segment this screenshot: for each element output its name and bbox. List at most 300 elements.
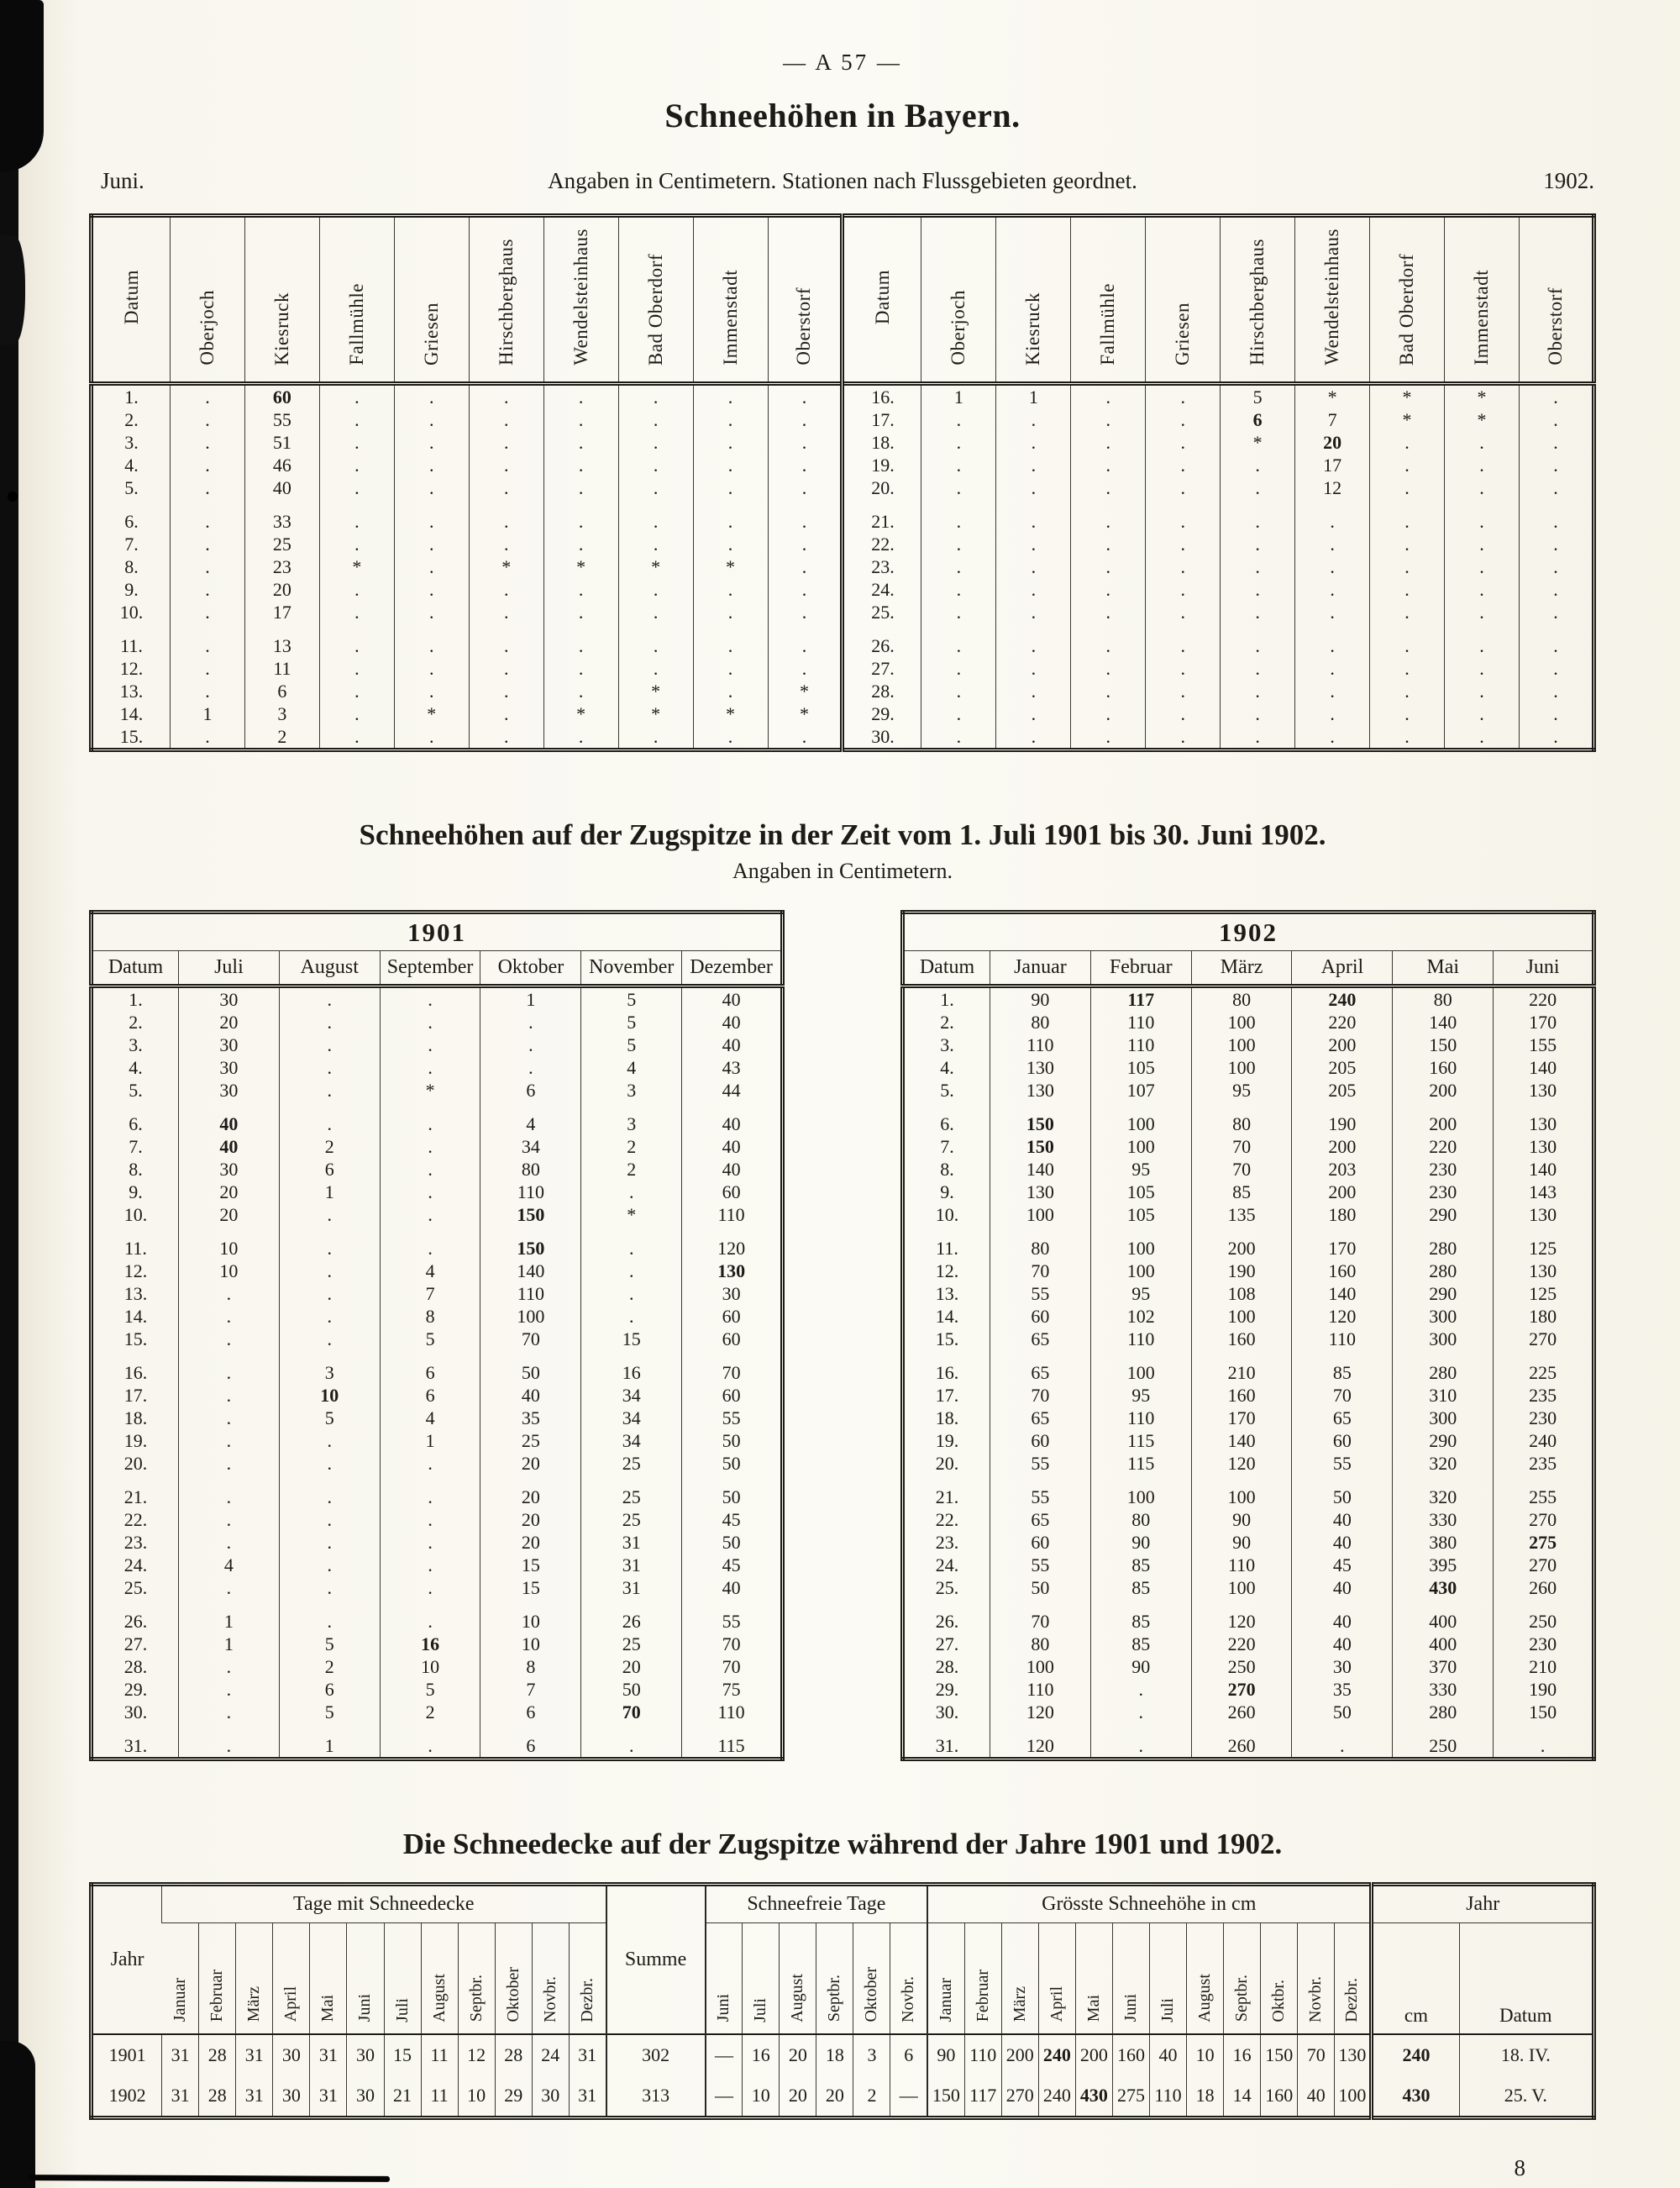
table-cell: 90 — [990, 986, 1091, 1012]
table-cell: 80 — [1191, 1102, 1292, 1135]
table-cell: 80 — [1191, 986, 1292, 1012]
table-cell: . — [319, 578, 394, 601]
table-cell: 40 — [244, 476, 319, 499]
table-cell: . — [380, 1452, 480, 1475]
table-cell: . — [179, 1429, 280, 1452]
table-cell: . — [768, 533, 843, 555]
table-row — [92, 1282, 783, 1305]
table-cell: 70 — [682, 1655, 783, 1678]
table-cell: . — [996, 431, 1071, 454]
table-row — [92, 1203, 783, 1226]
table-row — [903, 1701, 1594, 1723]
table-cell: 20 — [480, 1452, 581, 1475]
table-cell: 40 — [1298, 2075, 1335, 2118]
table-cell: . — [618, 384, 693, 409]
table-cell: 115 — [1090, 1429, 1191, 1452]
table-cell: 31 — [581, 1531, 682, 1554]
table-cell: . — [394, 454, 469, 476]
table-cell: . — [1370, 702, 1445, 725]
table-row — [92, 1056, 783, 1079]
table-cell: 430 — [1393, 1576, 1494, 1599]
table-cell: . — [1221, 499, 1295, 533]
table-cell: * — [1295, 384, 1370, 409]
table-cell: 40 — [682, 1011, 783, 1034]
table-cell: . — [171, 578, 245, 601]
table-cell: 210 — [1494, 1655, 1594, 1678]
table-cell: 240 — [1372, 2034, 1459, 2075]
table-cell: . — [921, 454, 996, 476]
table-cell: 20 — [480, 1508, 581, 1531]
table-cell: 40 — [682, 986, 783, 1012]
table-cell: 150 — [1261, 2034, 1298, 2075]
column-header: Dezember — [682, 951, 783, 986]
table-cell: 200 — [1001, 2034, 1038, 2075]
table-cell: . — [1071, 555, 1146, 578]
column-header: Bad Oberdorf — [1370, 216, 1445, 384]
table-cell: 24. — [123, 1554, 148, 1575]
table-cell: 20 — [480, 1531, 581, 1554]
table-cell: 16. — [935, 1362, 959, 1383]
table-row — [903, 1260, 1594, 1282]
table-cell: . — [996, 601, 1071, 623]
column-header: Jahr — [110, 1948, 144, 1970]
table-cell: . — [179, 1305, 280, 1328]
table-cell: . — [996, 476, 1071, 499]
year-header: 1901 — [407, 917, 466, 947]
table-cell: 65 — [990, 1407, 1091, 1429]
table-cell: 100 — [1090, 1350, 1191, 1384]
table-cell: . — [279, 1429, 380, 1452]
month-label: Juni. — [101, 168, 144, 193]
column-header: Januar — [927, 1923, 964, 2034]
table-row — [92, 533, 1594, 555]
table-cell: . — [543, 623, 618, 657]
table-cell: 220 — [1191, 1633, 1292, 1655]
table-cell: 70 — [1298, 2034, 1335, 2075]
table-cell: 30 — [179, 1158, 280, 1181]
table-cell: 1902 — [108, 2084, 146, 2106]
table-cell: 85 — [1090, 1599, 1191, 1633]
table-cell: 80 — [480, 1158, 581, 1181]
page-content — [89, 0, 1596, 2181]
table-cell: . — [1146, 725, 1221, 750]
table-cell: 120 — [682, 1226, 783, 1260]
table-cell: . — [1071, 384, 1146, 409]
table-cell: 280 — [1393, 1226, 1494, 1260]
table-cell: 43 — [682, 1056, 783, 1079]
table-cell: 102 — [1090, 1305, 1191, 1328]
table-cell: 100 — [1191, 1305, 1292, 1328]
table-row — [92, 725, 1594, 750]
table-cell: . — [380, 1475, 480, 1508]
table-cell: . — [319, 680, 394, 702]
table-cell: 275 — [1494, 1531, 1594, 1554]
table-cell: * — [1221, 431, 1295, 454]
table-cell: 3 — [581, 1102, 682, 1135]
table-row — [903, 1678, 1594, 1701]
column-header: Kiesruck — [244, 216, 319, 384]
table-cell: 65 — [990, 1350, 1091, 1384]
table-cell: 14. — [123, 1306, 148, 1327]
table-cell: * — [1370, 408, 1445, 431]
table-cell: 110 — [1090, 1328, 1191, 1350]
table-row — [903, 1576, 1594, 1599]
table-row — [92, 1531, 783, 1554]
table-row — [903, 1384, 1594, 1407]
table-cell: 290 — [1393, 1203, 1494, 1226]
table-cell: 13. — [119, 681, 144, 702]
table-cell: 70 — [990, 1384, 1091, 1407]
table-cell: 10. — [935, 1204, 959, 1225]
column-header: Wendelsteinhaus — [1295, 216, 1370, 384]
table-cell: 25 — [581, 1508, 682, 1531]
table-cell: 55 — [682, 1407, 783, 1429]
table-cell: . — [543, 431, 618, 454]
table-cell: . — [1445, 657, 1520, 680]
table-cell: 4. — [940, 1057, 954, 1078]
column-header: Oktober — [480, 951, 581, 986]
table-cell: 60 — [990, 1531, 1091, 1554]
table-cell: 150 — [927, 2075, 964, 2118]
table-cell: 18 — [1187, 2075, 1224, 2118]
table-cell: 125 — [1494, 1282, 1594, 1305]
column-header: Januar — [170, 1978, 189, 2022]
table-cell: . — [1146, 601, 1221, 623]
table-cell: 3 — [279, 1350, 380, 1384]
table-cell: * — [618, 702, 693, 725]
table-cell: 80 — [990, 1633, 1091, 1655]
table-cell: . — [1295, 702, 1370, 725]
table-cell: 11 — [421, 2034, 458, 2075]
table-cell: 12. — [119, 658, 144, 679]
table-cell: 400 — [1393, 1633, 1494, 1655]
table-cell: 115 — [1090, 1452, 1191, 1475]
table-cell: 240 — [1292, 986, 1393, 1012]
table-cell: . — [1445, 702, 1520, 725]
column-header: Griesen — [1146, 216, 1221, 384]
table-cell: . — [1519, 680, 1593, 702]
group-header: Schneefreie Tage — [706, 1885, 927, 1923]
table-row — [92, 431, 1594, 454]
table-cell: . — [921, 601, 996, 623]
table-cell: 50 — [682, 1475, 783, 1508]
table-cell: . — [319, 454, 394, 476]
table-cell: 105 — [1090, 1181, 1191, 1203]
table-cell: 302 — [606, 2034, 706, 2075]
table-cell: 19. — [843, 454, 921, 476]
table-cell: . — [380, 1508, 480, 1531]
page-head: — A 57 — — [783, 50, 902, 75]
table-cell: . — [380, 1599, 480, 1633]
table-cell: . — [1519, 623, 1593, 657]
table-cell: * — [693, 555, 768, 578]
table-cell: . — [543, 454, 618, 476]
table-cell: . — [279, 1203, 380, 1226]
table-row — [903, 1633, 1594, 1655]
table-cell: . — [921, 499, 996, 533]
table-cell: 220 — [1393, 1135, 1494, 1158]
table-cell: 6 — [279, 1678, 380, 1701]
column-header: Datum — [903, 951, 990, 986]
table-cell: 31 — [581, 1576, 682, 1599]
column-header: Januar — [990, 951, 1091, 986]
table-cell: * — [1445, 408, 1520, 431]
table-cell: 2. — [124, 409, 139, 430]
table-cell: 13. — [935, 1283, 959, 1304]
table-cell: * — [581, 1203, 682, 1226]
table-cell: 200 — [1292, 1034, 1393, 1056]
table-cell: 313 — [606, 2075, 706, 2118]
table-cell: . — [1445, 578, 1520, 601]
table-cell: . — [380, 986, 480, 1012]
table-cell: . — [618, 408, 693, 431]
table-cell: 3 — [244, 702, 319, 725]
table-cell: 8. — [129, 1159, 143, 1180]
table-cell: 1 — [279, 1181, 380, 1203]
column-header: Septbr. — [458, 1923, 495, 2034]
table-cell: . — [1295, 499, 1370, 533]
table-row — [903, 1350, 1594, 1384]
table-cell: . — [469, 657, 543, 680]
table-cell: . — [171, 533, 245, 555]
table-cell: . — [1295, 725, 1370, 750]
table-cell: . — [1295, 680, 1370, 702]
table-cell: 30 — [179, 1056, 280, 1079]
table-cell: 55 — [682, 1599, 783, 1633]
table-cell: . — [543, 476, 618, 499]
table-cell: . — [319, 702, 394, 725]
table-cell: 143 — [1494, 1181, 1594, 1203]
table-cell: 24 — [532, 2034, 569, 2075]
table-cell: . — [768, 725, 843, 750]
table-cell: . — [179, 1328, 280, 1350]
table-cell: . — [921, 657, 996, 680]
table-row — [903, 1181, 1594, 1203]
table-cell: . — [1071, 476, 1146, 499]
table-cell: . — [469, 680, 543, 702]
table-cell: 51 — [244, 431, 319, 454]
table-row — [903, 1079, 1594, 1102]
table-cell: . — [1071, 578, 1146, 601]
table-cell: 31 — [162, 2075, 199, 2118]
table-cell: . — [921, 578, 996, 601]
table-cell: 250 — [1494, 1599, 1594, 1633]
table-cell: 21. — [123, 1486, 148, 1507]
table-cell: 4 — [380, 1260, 480, 1282]
table-cell: * — [543, 555, 618, 578]
column-header: Datum — [843, 216, 921, 384]
year-label: 1902. — [1543, 168, 1594, 193]
column-header: Datum — [92, 951, 179, 986]
table-cell: . — [581, 1305, 682, 1328]
table-cell: 90 — [1090, 1531, 1191, 1554]
table-cell: . — [380, 1135, 480, 1158]
table-cell: 10 — [743, 2075, 780, 2118]
table-cell: . — [171, 680, 245, 702]
table-cell: 4 — [581, 1056, 682, 1079]
table-cell: 18 — [816, 2034, 853, 2075]
table-cell: 22. — [935, 1509, 959, 1530]
column-header: Oktbr. — [1261, 1923, 1298, 2034]
table-cell: 2. — [940, 1012, 954, 1033]
table-cell: 320 — [1393, 1452, 1494, 1475]
table-cell: 130 — [682, 1260, 783, 1282]
table-cell: . — [768, 476, 843, 499]
table-cell: 4. — [124, 455, 139, 476]
table-cell: 430 — [1075, 2075, 1112, 2118]
table-cell: 15 — [581, 1328, 682, 1350]
table-cell: 19. — [123, 1430, 148, 1451]
table-cell: 120 — [990, 1701, 1091, 1723]
table-cell: . — [768, 499, 843, 533]
table-cell: . — [380, 1102, 480, 1135]
table-cell: 370 — [1393, 1655, 1494, 1678]
column-header: Hirschberghaus — [469, 216, 543, 384]
table-row — [903, 1452, 1594, 1475]
column-header: Mai — [1075, 1923, 1112, 2034]
table-cell: 200 — [1393, 1102, 1494, 1135]
table-cell: 160 — [1112, 2034, 1149, 2075]
table-cell: 120 — [990, 1723, 1091, 1759]
table-cell: 70 — [581, 1701, 682, 1723]
table-cell: 320 — [1393, 1475, 1494, 1508]
table-cell: 25. — [123, 1577, 148, 1598]
table-cell: 70 — [990, 1260, 1091, 1282]
table-cell: . — [693, 384, 768, 409]
table-cell: * — [543, 702, 618, 725]
table-cell: 270 — [1494, 1508, 1594, 1531]
table-cell: 260 — [1191, 1701, 1292, 1723]
column-header: Septbr. — [1224, 1923, 1261, 2034]
column-header: August — [780, 1923, 816, 2034]
table-cell: 28. — [935, 1656, 959, 1677]
table-cell: . — [319, 725, 394, 750]
table-cell: 80 — [1393, 986, 1494, 1012]
table-cell: . — [469, 702, 543, 725]
table-cell: 29. — [935, 1679, 959, 1700]
table-cell: 110 — [1292, 1328, 1393, 1350]
table-cell: 7 — [380, 1282, 480, 1305]
table-row — [92, 499, 1594, 533]
table-cell: 60 — [682, 1181, 783, 1203]
table-cell: — — [706, 2034, 743, 2075]
table-cell: 85 — [1090, 1633, 1191, 1655]
table-cell: . — [921, 476, 996, 499]
table-cell: 280 — [1393, 1350, 1494, 1384]
table-cell: 395 — [1393, 1554, 1494, 1576]
table-cell: . — [319, 601, 394, 623]
table-cell: 110 — [1090, 1407, 1191, 1429]
column-header: Juli — [743, 1923, 780, 2034]
table-cell: 100 — [1191, 1475, 1292, 1508]
table-cell: . — [1519, 725, 1593, 750]
table-cell: 4 — [380, 1407, 480, 1429]
table-cell: . — [618, 657, 693, 680]
table-cell: . — [618, 476, 693, 499]
table-cell: . — [1370, 623, 1445, 657]
table-cell: . — [996, 555, 1071, 578]
table-cell: . — [921, 555, 996, 578]
table-cell: . — [179, 1384, 280, 1407]
table-cell: 46 — [244, 454, 319, 476]
column-header: Februar — [964, 1923, 1001, 2034]
table-cell: . — [1221, 555, 1295, 578]
table-cell: . — [380, 1203, 480, 1226]
table-cell: 150 — [1393, 1034, 1494, 1056]
table-cell: 200 — [1292, 1135, 1393, 1158]
column-header: Novbr. — [890, 1923, 927, 2034]
table-cell: 1901 — [92, 2034, 162, 2075]
table-cell: 21. — [843, 499, 921, 533]
table-cell: . — [319, 533, 394, 555]
table-cell: 29. — [123, 1679, 148, 1700]
table-cell: 70 — [1292, 1384, 1393, 1407]
table-cell: 100 — [1090, 1475, 1191, 1508]
table-cell: . — [768, 408, 843, 431]
table-cell: 330 — [1393, 1508, 1494, 1531]
table-cell: . — [179, 1350, 280, 1384]
column-header: Juni — [1494, 951, 1594, 986]
table-cell: . — [921, 702, 996, 725]
table-cell: . — [380, 1554, 480, 1576]
table-cell: 5 — [380, 1678, 480, 1701]
table-cell: . — [543, 533, 618, 555]
table-cell: 30 — [347, 2034, 384, 2075]
column-header: April — [273, 1923, 310, 2034]
table-cell: 240 — [1038, 2034, 1075, 2075]
table-cell: . — [480, 1011, 581, 1034]
table-cell: . — [1519, 431, 1593, 454]
table-cell: — — [706, 2075, 743, 2118]
table-cell: . — [768, 555, 843, 578]
table-row — [92, 454, 1594, 476]
table-cell: . — [1370, 578, 1445, 601]
table-cell: 150 — [990, 1102, 1091, 1135]
table-cell: 29. — [843, 702, 921, 725]
table-cell: 55 — [990, 1554, 1091, 1576]
column-header: Juli — [384, 1923, 421, 2034]
table-cell: . — [1295, 623, 1370, 657]
table-cell: . — [279, 1260, 380, 1282]
table-cell: . — [380, 1226, 480, 1260]
column-header: Juni — [706, 1923, 743, 2034]
table-cell: 5 — [581, 1034, 682, 1056]
table-cell: 130 — [990, 1181, 1091, 1203]
table-cell: . — [1071, 725, 1146, 750]
table-cell: 100 — [1191, 1034, 1292, 1056]
table-cell: 255 — [1494, 1475, 1594, 1508]
table-cell: 40 — [1292, 1508, 1393, 1531]
table-row — [92, 1226, 783, 1260]
table-cell: 28 — [199, 2034, 236, 2075]
column-header: April — [1038, 1923, 1075, 2034]
table-cell: . — [469, 499, 543, 533]
table-row — [903, 1554, 1594, 1576]
table-cell: 10 — [1187, 2034, 1224, 2075]
table-cell: . — [1445, 499, 1520, 533]
table-cell: . — [921, 431, 996, 454]
table-cell: 160 — [1393, 1056, 1494, 1079]
table-cell: 100 — [1191, 1576, 1292, 1599]
table-cell: 29 — [495, 2075, 532, 2118]
table-cell: 31 — [162, 2034, 199, 2075]
table-cell: 65 — [990, 1328, 1091, 1350]
table-cell: 190 — [1292, 1102, 1393, 1135]
table-cell: . — [279, 1576, 380, 1599]
table-cell: . — [768, 657, 843, 680]
table-cell: 20 — [1295, 431, 1370, 454]
table-cell: 4 — [179, 1554, 280, 1576]
